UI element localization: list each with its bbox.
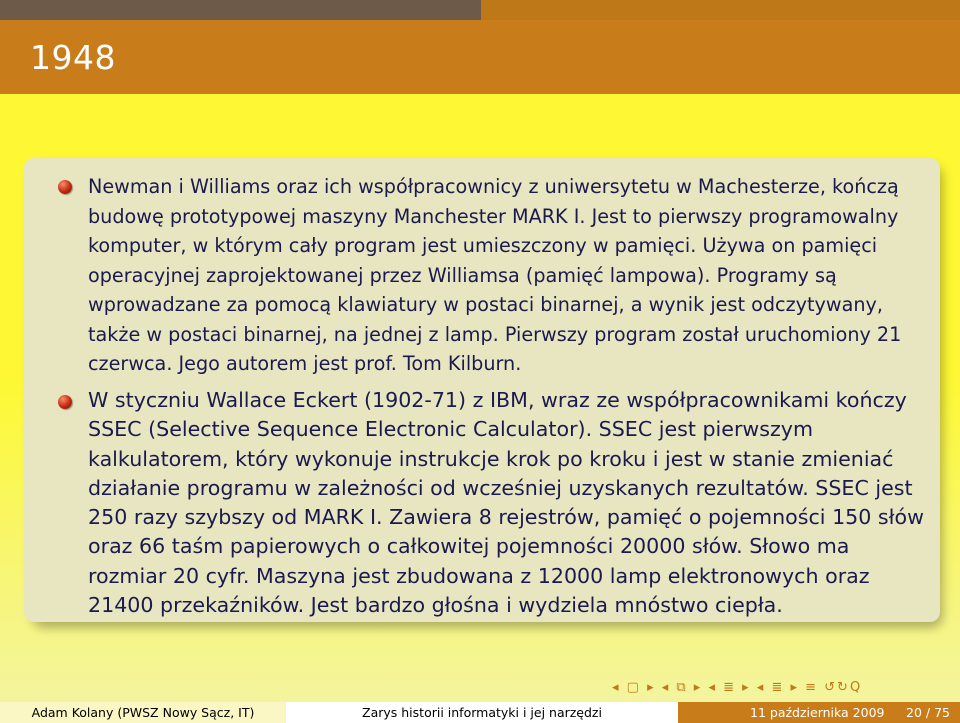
list-item [88,386,933,620]
list-item-text: W styczniu Wallace Eckert (1902-71) z IBM, wraz ze współpracownikami kończy SSEC (Selective Sequence Electronic Calculator). SSEC jest pierwszym kalkulatorem, który wykonuje instrukcje krok po kroku i jest w stanie zmieniać działanie programu w zależności od wcześniej uzyskanych rezultatów. SSEC jest 250 razy szybszy od MARK I. Zawiera 8 rejestrów, pamięć o pojemności 150 słów oraz 66 taśm papierowych o całkowitej pojemności 20000 słów. Słowo ma rozmiar 20 cyfr. Maszyna jest zbudowana z 12000 lamp elektronowych oraz 21400 przekaźników. Jest bardzo głośna i wydziela mnóstwo ciepła. [88,388,924,618]
beamer-navigation-symbols[interactable]: ◂ ▢ ▸ ◂ ⧉ ▸ ◂ ≣ ▸ ◂ ≣ ▸ ≡ ↺↻Q [612,680,863,695]
bullet-ball-icon [58,180,72,194]
footer-date: 11 października 2009 [750,705,885,720]
list-item-text: Newman i Williams oraz ich współpracownicy z uniwersytetu w Machesterze, kończą budowę prototypowej maszyny Manchester MARK I. Jest to pierwszy programowalny komputer, w którym cały program jest umieszczony w pamięci. Używa on pamięci operacyjnej zaprojektowanej przez Williamsa (pamięć lampowa). Programy są wprowadzane za pomocą klawiatury w postaci binarnej, a wynik jest odczytywany, także w postaci binarnej, na jednej z lamp. Pierwszy program został uruchomiony 21 czerwca. Jego autorem jest prof. Tom Kilburn. [88,175,902,375]
frame-title-bar [0,20,960,94]
top-progress-fill [0,0,481,20]
bullet-ball-icon [58,395,72,409]
footer-page-number: 20 / 75 [906,705,950,720]
footer [0,702,960,723]
footer-title: Zarys historii informatyki i jej narzędzi [286,702,678,723]
footer-author: Adam Kolany (PWSZ Nowy Sącz, IT) [0,702,286,723]
footer-date-page [678,702,960,723]
list-item [88,172,933,379]
slide-title: 1948 [30,38,116,77]
top-progress-bar [0,0,960,20]
